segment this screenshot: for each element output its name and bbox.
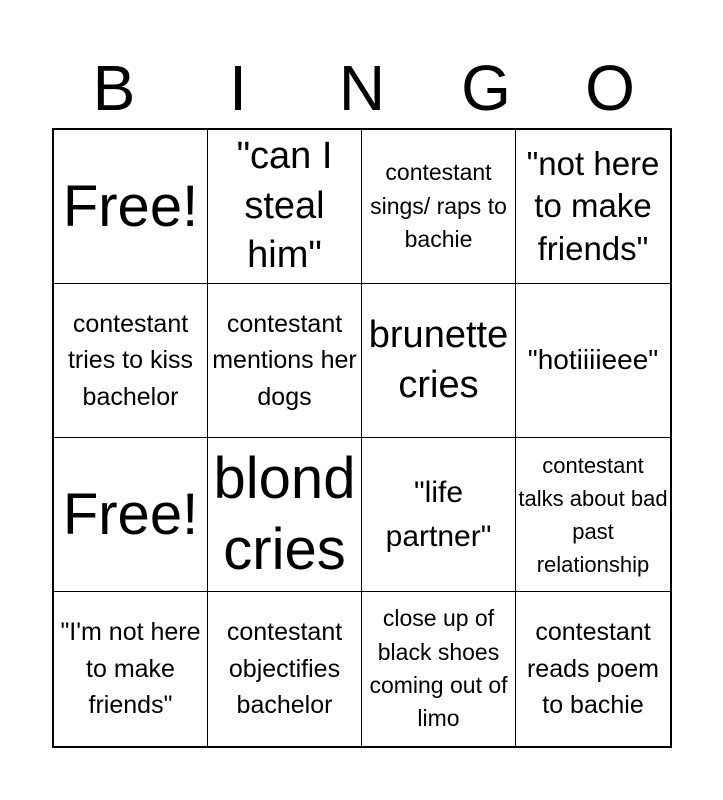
bingo-cell-can-i-steal-him[interactable]: "can I steal him"	[208, 130, 362, 284]
bingo-cell-tries-to-kiss[interactable]: contestant tries to kiss bachelor	[54, 284, 208, 438]
bingo-cell-hotiiiieee[interactable]: "hotiiiieee"	[516, 284, 670, 438]
bingo-cell-objectifies[interactable]: contestant objectifies bachelor	[208, 592, 362, 746]
bingo-cell-im-not-here[interactable]: "I'm not here to make friends"	[54, 592, 208, 746]
bingo-cell-reads-poem[interactable]: contestant reads poem to bachie	[526, 618, 660, 720]
header-letter-b: B	[92, 52, 136, 124]
header-letter-g: G	[461, 52, 511, 124]
header-letter-n: N	[338, 52, 386, 124]
bingo-header	[52, 52, 672, 124]
header-letter-o: O	[585, 52, 635, 124]
bingo-cell-brunette-cries[interactable]: brunette cries	[362, 284, 516, 438]
bingo-cell-sings-raps[interactable]: contestant sings/ raps to bachie	[362, 130, 516, 284]
bingo-cell-free-2[interactable]: Free!	[54, 438, 208, 592]
bingo-cell-not-here-to-make-friends[interactable]: "not here to make friends"	[516, 130, 670, 284]
bingo-cell-black-shoes[interactable]: close up of black shoes coming out of limo	[362, 592, 516, 746]
bingo-cell-free-1[interactable]: Free!	[54, 130, 208, 284]
bingo-cell-life-partner[interactable]: "life partner"	[362, 438, 516, 592]
bingo-cell-blond-cries[interactable]: blond cries	[208, 438, 362, 592]
header-letter-i: I	[229, 52, 247, 124]
bingo-cell-mentions-dogs[interactable]: contestant mentions her dogs	[208, 284, 362, 438]
bingo-grid	[52, 128, 672, 748]
bingo-cell-bad-past-relationship[interactable]: contestant talks about bad past relationship	[516, 438, 670, 592]
